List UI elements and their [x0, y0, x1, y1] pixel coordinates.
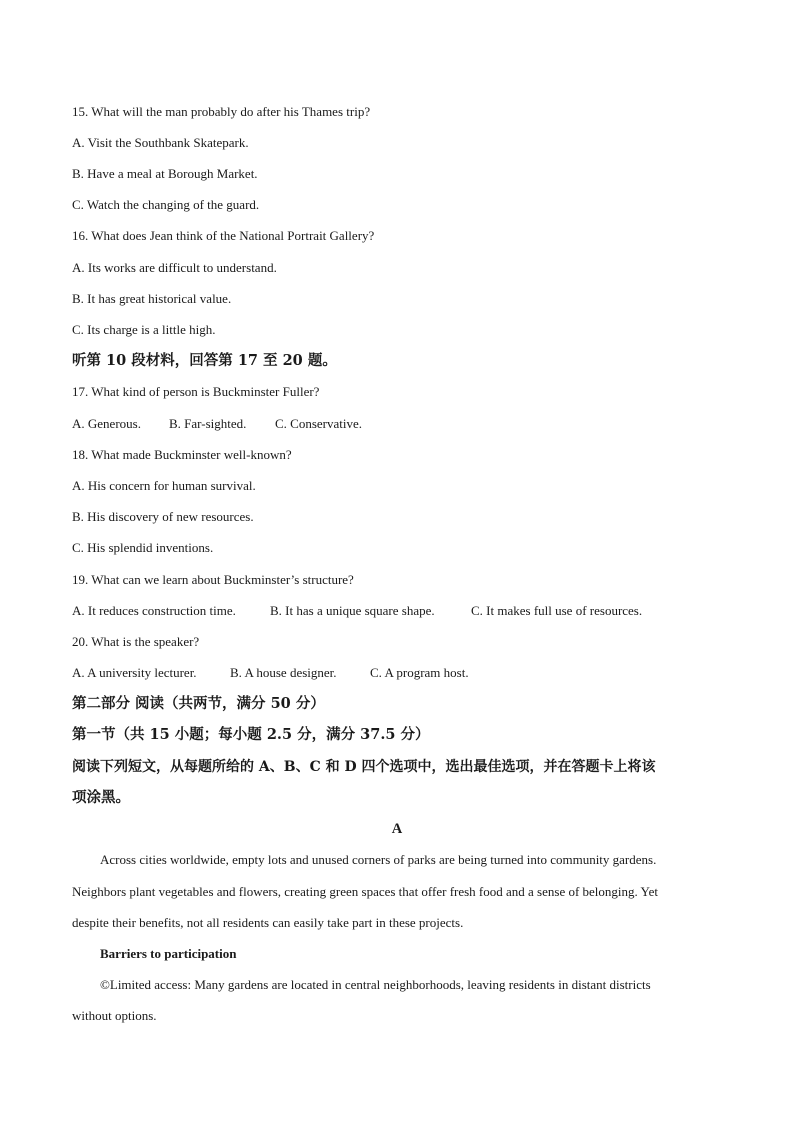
- passage-bullet1-line2: without options.: [72, 1008, 157, 1023]
- option-17-b: B. Far-sighted.: [169, 416, 247, 431]
- passage-para1-line2: Neighbors plant vegetables and flowers, creating green spaces that offer fresh food and a sense of belonging. Yet: [72, 884, 659, 899]
- instruction-line-1: 阅读下列短文，从每题所给的 A、B、C 和 D 四个选项中，选出最佳选项，并在答题卡上将该: [72, 759, 656, 775]
- option-19-b: B. It has a unique square shape.: [270, 603, 435, 618]
- option-20-b: B. A house designer.: [230, 665, 337, 680]
- option-17-c: C. Conservative.: [275, 416, 363, 431]
- option-19-a: A. It reduces construction time.: [72, 603, 236, 618]
- instruction-line-2: 项涂黑。: [72, 789, 130, 806]
- option-15-a: A. Visit the Southbank Skatepark.: [72, 135, 249, 150]
- options-17: [72, 415, 362, 433]
- question-16: 16. What does Jean think of the National Portrait Gallery?: [72, 228, 375, 243]
- option-15-c: C. Watch the changing of the guard.: [72, 197, 260, 212]
- passage-para1-line3: despite their benefits, not all residents can easily take part in these projects.: [72, 915, 464, 930]
- question-18: 18. What made Buckminster well-known?: [72, 447, 292, 462]
- options-20: [72, 664, 469, 682]
- option-16-b: B. It has great historical value.: [72, 291, 232, 306]
- passage-para1-line1: Across cities worldwide, empty lots and unused corners of parks are being turned into community gardens.: [100, 852, 657, 867]
- option-16-a: A. Its works are difficult to understand.: [72, 260, 277, 275]
- option-15-b: B. Have a meal at Borough Market.: [72, 166, 258, 181]
- option-18-a: A. His concern for human survival.: [72, 478, 256, 493]
- option-16-c: C. Its charge is a little high.: [72, 322, 216, 337]
- question-15: 15. What will the man probably do after his Thames trip?: [72, 104, 371, 119]
- option-18-c: C. His splendid inventions.: [72, 540, 214, 555]
- option-20-a: A. A university lecturer.: [72, 665, 197, 680]
- part2-heading: 第二部分 阅读（共两节，满分 50 分）: [72, 695, 325, 712]
- option-20-c: C. A program host.: [370, 665, 469, 680]
- question-20: 20. What is the speaker?: [72, 634, 200, 649]
- passage-label: A: [391, 821, 403, 837]
- option-18-b: B. His discovery of new resources.: [72, 509, 254, 524]
- question-19: 19. What can we learn about Buckminster’s structure?: [72, 572, 354, 587]
- option-17-a: A. Generous.: [72, 416, 141, 431]
- section1-heading: 第一节（共 15 小题；每小题 2.5 分，满分 37.5 分）: [72, 726, 430, 743]
- question-17: 17. What kind of person is Buckminster Fuller?: [72, 384, 320, 399]
- options-19: [72, 602, 642, 620]
- passage-bullet1-line1: ©Limited access: Many gardens are located in central neighborhoods, leaving residents in distant districts: [100, 977, 651, 992]
- option-19-c: C. It makes full use of resources.: [471, 603, 643, 618]
- section-heading-10: 听第 10 段材料，回答第 17 至 20 题。: [72, 352, 337, 369]
- passage-subheading: Barriers to participation: [100, 946, 237, 961]
